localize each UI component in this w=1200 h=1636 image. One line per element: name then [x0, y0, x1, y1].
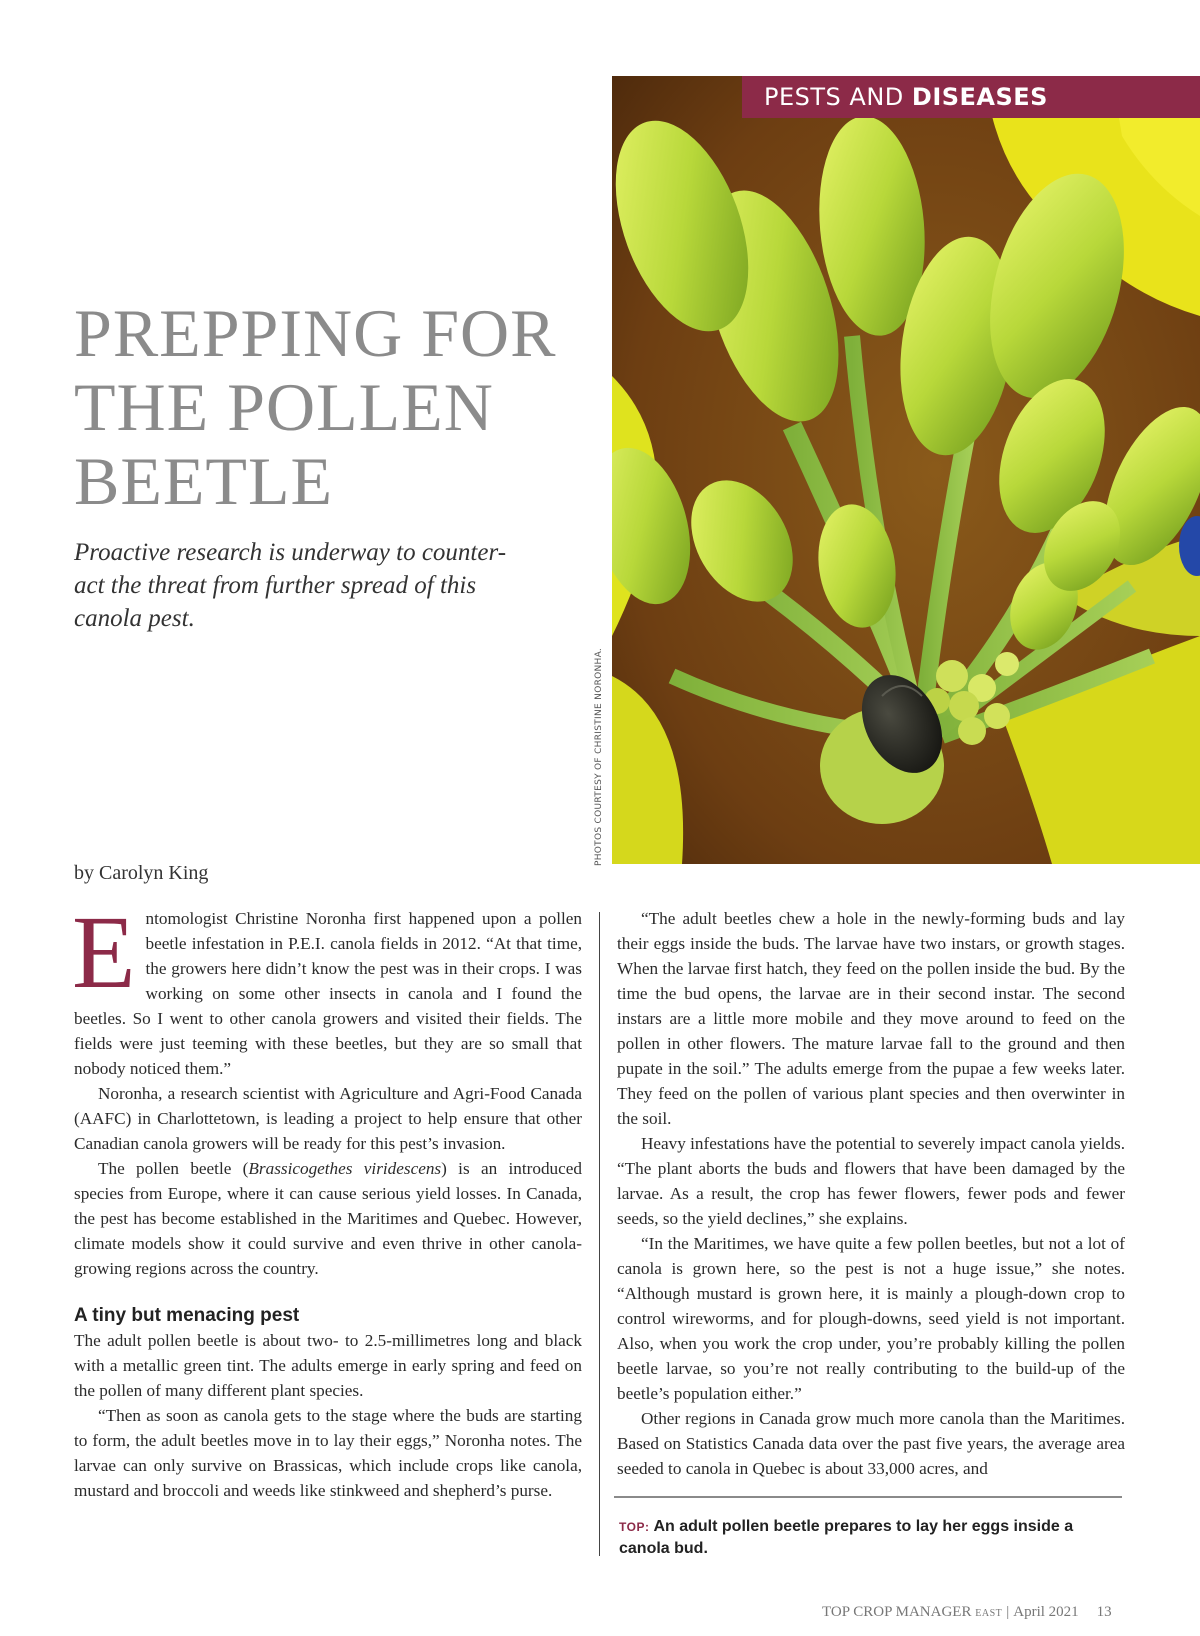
column-divider — [599, 912, 600, 1556]
footer-separator: | — [1006, 1604, 1010, 1620]
issue-date: April 2021 — [1013, 1604, 1079, 1620]
section-prefix: PESTS AND — [764, 83, 904, 111]
deck-line: Proactive research is underway to counter- — [74, 539, 507, 566]
section-emphasis: DISEASES — [911, 83, 1048, 111]
caption-label: TOP: — [619, 1520, 650, 1534]
photo-credit: PHOTOS COURTESY OF CHRISTINE NORONHA. — [594, 647, 604, 866]
paragraph-text: ) is an introduced species from Europe, where it can cause serious yield losses. In Canada, the pest has become established in the Maritimes and Quebec. However, climate models show it could survive and even thrive in other canola-growing regions across the country. — [74, 1159, 582, 1278]
body-paragraph: Heavy infestations have the potential to severely impact canola yields. “The plant aborts the buds and flowers that have been damaged by the larvae. As a result, the crop has fewer flowers, fewer pods and fewer seeds, so the yield declines,” she explains. — [617, 1134, 1125, 1228]
title-line: BEETLE — [74, 443, 334, 519]
body-paragraph: “In the Maritimes, we have quite a few pollen beetles, but not a lot of canola is grown here, so the pest is not a huge issue,” she notes. “Although mustard is grown here, it is mainly a plough-down crop to control wireworms, and for plough-downs, seed yield is not important. Also, when you work the crop under, you’re probably killing the pollen beetle larvae, so you’re not really contributing to the build-up of the beetle’s population either.” — [617, 1234, 1125, 1403]
deck-line: act the threat from further spread of this — [74, 572, 477, 599]
magazine-name: TOP CROP MANAGER — [822, 1604, 972, 1620]
page-footer — [822, 1604, 1112, 1621]
byline: by Carolyn King — [74, 862, 209, 884]
canola-bud-illustration — [612, 76, 1200, 864]
body-paragraph — [74, 1156, 582, 1281]
body-paragraph: Noronha, a research scientist with Agriculture and Agri-Food Canada (AAFC) in Charlottetown, is leading a project to help ensure that other Canadian canola growers will be ready for this pest’s invasion. — [74, 1084, 582, 1153]
body-paragraph: Other regions in Canada grow much more canola than the Maritimes. Based on Statistics Canada data over the past five years, the average area seeded to canola in Quebec is about 33,000 acres, and — [617, 1409, 1125, 1478]
photo-caption — [619, 1516, 1119, 1559]
body-paragraph: “Then as soon as canola gets to the stage where the buds are starting to form, the adult beetles move in to lay their eggs,” Noronha notes. The larvae can only survive on Brassicas, which include crops like canola, mustard and broccoli and weeds like stinkweed and shepherd’s purse. — [74, 1406, 582, 1500]
paragraph-text: ntomologist Christine Noronha first happened upon a pollen beetle infestation in P.E.I. canola fields in 2012. “At that time, the growers here didn’t know the pest was in their crops. I was working on some other insects in canola and I found the beetles. So I went to other canola growers and visited their fields. The fields were just teeming with these beetles, but they are so small that nobody noticed them.” — [74, 909, 582, 1078]
page-number: 13 — [1096, 1604, 1112, 1620]
title-line: PREPPING FOR — [74, 295, 557, 371]
magazine-edition: EAST — [975, 1608, 1003, 1619]
article-title — [74, 296, 604, 518]
species-name: Brassicogethes viridescens — [248, 1159, 442, 1178]
caption-text: An adult pollen beetle prepares to lay her eggs inside a canola bud. — [619, 1518, 1074, 1557]
caption-divider — [614, 1496, 1122, 1498]
left-column — [72, 895, 582, 1503]
body-paragraph — [72, 895, 582, 1081]
body-paragraph: “The adult beetles chew a hole in the newly-forming buds and lay their eggs inside the buds. The larvae have two instars, or growth stages. When the larvae first hatch, they feed on the pollen inside the bud. By the time the bud opens, the larvae are in their second instar. The second instars are a little more mobile and they move around to feed on the pollen in other flowers. The mature larvae fall to the ground and then pupate in the soil.” The adults emerge from the pupae a few weeks later. They feed on the pollen of various plant species and then overwinter in the soil. — [617, 909, 1125, 1128]
drop-cap: E — [72, 895, 136, 1010]
paragraph-text: The pollen beetle ( — [98, 1159, 249, 1178]
article-deck — [74, 536, 544, 635]
right-column — [617, 906, 1125, 1481]
body-paragraph: The adult pollen beetle is about two- to 2.5-millimetres long and black with a metallic green tint. The adults emerge in early spring and feed on the pollen of many different plant species. — [74, 1331, 582, 1400]
section-tag — [742, 76, 1200, 118]
deck-line: canola pest. — [74, 605, 195, 632]
title-line: THE POLLEN — [74, 369, 494, 445]
hero-photo — [612, 76, 1200, 864]
section-subhead: A tiny but menacing pest — [74, 1305, 300, 1326]
